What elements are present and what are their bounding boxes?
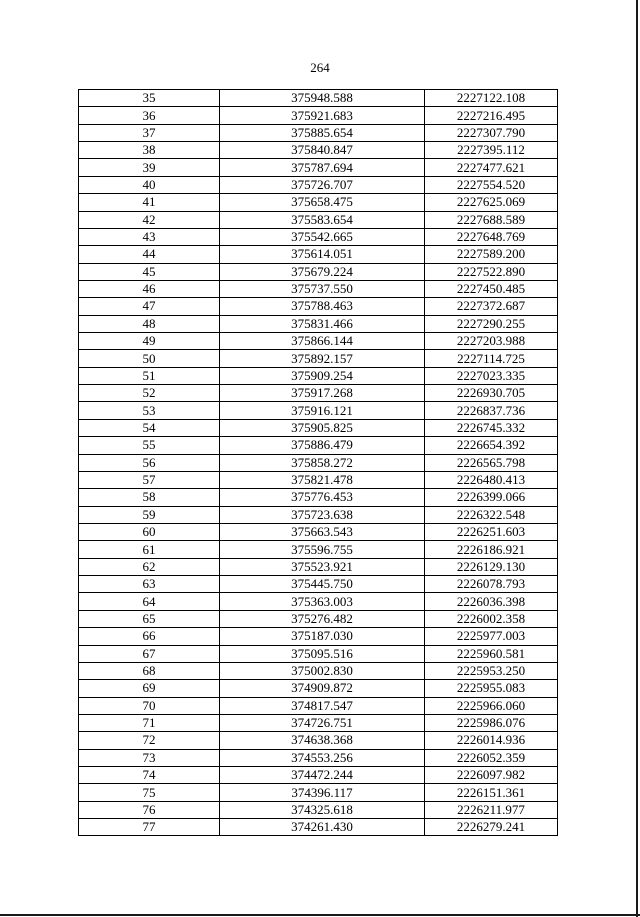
point-number-cell: 47: [79, 298, 220, 315]
point-number-cell: 75: [79, 784, 220, 801]
y-coordinate-cell: 2226251.603: [425, 523, 558, 540]
y-coordinate-cell: 2226211.977: [425, 801, 558, 818]
y-coordinate-cell: 2227589.200: [425, 246, 558, 263]
point-number-cell: 38: [79, 142, 220, 159]
point-number-cell: 48: [79, 315, 220, 332]
x-coordinate-cell: 375363.003: [220, 593, 425, 610]
table-row: [79, 610, 558, 627]
x-coordinate-cell: 375886.479: [220, 437, 425, 454]
y-coordinate-cell: 2226151.361: [425, 784, 558, 801]
y-coordinate-cell: 2227522.890: [425, 263, 558, 280]
y-coordinate-cell: 2226745.332: [425, 419, 558, 436]
y-coordinate-cell: 2226014.936: [425, 732, 558, 749]
y-coordinate-cell: 2225960.581: [425, 645, 558, 662]
point-number-cell: 36: [79, 107, 220, 124]
x-coordinate-cell: 374472.244: [220, 767, 425, 784]
point-number-cell: 71: [79, 714, 220, 731]
x-coordinate-cell: 374396.117: [220, 784, 425, 801]
table-row: [79, 159, 558, 176]
x-coordinate-cell: 375583.654: [220, 211, 425, 228]
table-row: [79, 558, 558, 575]
point-number-cell: 54: [79, 419, 220, 436]
point-number-cell: 74: [79, 767, 220, 784]
table-row: [79, 628, 558, 645]
point-number-cell: 70: [79, 697, 220, 714]
y-coordinate-cell: 2226399.066: [425, 489, 558, 506]
y-coordinate-cell: 2227554.520: [425, 176, 558, 193]
y-coordinate-cell: 2227372.687: [425, 298, 558, 315]
y-coordinate-cell: 2226186.921: [425, 541, 558, 558]
point-number-cell: 67: [79, 645, 220, 662]
y-coordinate-cell: 2226129.130: [425, 558, 558, 575]
x-coordinate-cell: 375663.543: [220, 523, 425, 540]
y-coordinate-cell: 2227114.725: [425, 350, 558, 367]
table-row: [79, 819, 558, 836]
y-coordinate-cell: 2225977.003: [425, 628, 558, 645]
x-coordinate-cell: 375542.665: [220, 228, 425, 245]
x-coordinate-cell: 375737.550: [220, 280, 425, 297]
x-coordinate-cell: 375658.475: [220, 194, 425, 211]
table-row: [79, 523, 558, 540]
x-coordinate-cell: 375916.121: [220, 402, 425, 419]
table-row: [79, 437, 558, 454]
y-coordinate-cell: 2225953.250: [425, 662, 558, 679]
x-coordinate-cell: 375909.254: [220, 367, 425, 384]
x-coordinate-cell: 375614.051: [220, 246, 425, 263]
table-row: [79, 350, 558, 367]
y-coordinate-cell: 2226052.359: [425, 749, 558, 766]
y-coordinate-cell: 2227290.255: [425, 315, 558, 332]
point-number-cell: 46: [79, 280, 220, 297]
table-row: [79, 767, 558, 784]
x-coordinate-cell: 375866.144: [220, 333, 425, 350]
x-coordinate-cell: 375776.453: [220, 489, 425, 506]
y-coordinate-cell: 2227307.790: [425, 124, 558, 141]
table-row: [79, 124, 558, 141]
y-coordinate-cell: 2227023.335: [425, 367, 558, 384]
table-row: [79, 246, 558, 263]
x-coordinate-cell: 375788.463: [220, 298, 425, 315]
point-number-cell: 39: [79, 159, 220, 176]
table-row: [79, 419, 558, 436]
table-row: [79, 107, 558, 124]
point-number-cell: 41: [79, 194, 220, 211]
table-row: [79, 280, 558, 297]
point-number-cell: 63: [79, 576, 220, 593]
x-coordinate-cell: 374909.872: [220, 680, 425, 697]
x-coordinate-cell: 374261.430: [220, 819, 425, 836]
table-row: [79, 784, 558, 801]
point-number-cell: 40: [79, 176, 220, 193]
point-number-cell: 43: [79, 228, 220, 245]
point-number-cell: 65: [79, 610, 220, 627]
y-coordinate-cell: 2226002.358: [425, 610, 558, 627]
x-coordinate-cell: 374817.547: [220, 697, 425, 714]
table-row: [79, 367, 558, 384]
x-coordinate-cell: 374553.256: [220, 749, 425, 766]
point-number-cell: 69: [79, 680, 220, 697]
table-row: [79, 454, 558, 471]
table-row: [79, 315, 558, 332]
x-coordinate-cell: 375679.224: [220, 263, 425, 280]
point-number-cell: 35: [79, 90, 220, 107]
y-coordinate-cell: 2226322.548: [425, 506, 558, 523]
point-number-cell: 53: [79, 402, 220, 419]
point-number-cell: 56: [79, 454, 220, 471]
x-coordinate-cell: 375095.516: [220, 645, 425, 662]
x-coordinate-cell: 375187.030: [220, 628, 425, 645]
point-number-cell: 51: [79, 367, 220, 384]
point-number-cell: 77: [79, 819, 220, 836]
y-coordinate-cell: 2227688.589: [425, 211, 558, 228]
point-number-cell: 59: [79, 506, 220, 523]
y-coordinate-cell: 2226930.705: [425, 385, 558, 402]
point-number-cell: 76: [79, 801, 220, 818]
x-coordinate-cell: 375892.157: [220, 350, 425, 367]
x-coordinate-cell: 375002.830: [220, 662, 425, 679]
table-row: [79, 801, 558, 818]
x-coordinate-cell: 374325.618: [220, 801, 425, 818]
table-row: [79, 662, 558, 679]
table-row: [79, 645, 558, 662]
table-row: [79, 732, 558, 749]
x-coordinate-cell: 375921.683: [220, 107, 425, 124]
y-coordinate-cell: 2225986.076: [425, 714, 558, 731]
point-number-cell: 37: [79, 124, 220, 141]
x-coordinate-cell: 375723.638: [220, 506, 425, 523]
point-number-cell: 66: [79, 628, 220, 645]
y-coordinate-cell: 2227122.108: [425, 90, 558, 107]
y-coordinate-cell: 2226837.736: [425, 402, 558, 419]
x-coordinate-cell: 375523.921: [220, 558, 425, 575]
x-coordinate-cell: 375726.707: [220, 176, 425, 193]
table-row: [79, 576, 558, 593]
point-number-cell: 64: [79, 593, 220, 610]
table-row: [79, 194, 558, 211]
x-coordinate-cell: 374638.368: [220, 732, 425, 749]
table-row: [79, 541, 558, 558]
page-number: 264: [310, 60, 330, 75]
y-coordinate-cell: 2227625.069: [425, 194, 558, 211]
y-coordinate-cell: 2226097.982: [425, 767, 558, 784]
point-number-cell: 68: [79, 662, 220, 679]
x-coordinate-cell: 375905.825: [220, 419, 425, 436]
table-row: [79, 298, 558, 315]
table-row: [79, 680, 558, 697]
y-coordinate-cell: 2225966.060: [425, 697, 558, 714]
y-coordinate-cell: 2225955.083: [425, 680, 558, 697]
table-row: [79, 90, 558, 107]
coordinates-table: [78, 89, 558, 836]
x-coordinate-cell: 375885.654: [220, 124, 425, 141]
y-coordinate-cell: 2227203.988: [425, 333, 558, 350]
point-number-cell: 72: [79, 732, 220, 749]
x-coordinate-cell: 375821.478: [220, 471, 425, 488]
table-row: [79, 593, 558, 610]
point-number-cell: 60: [79, 523, 220, 540]
point-number-cell: 58: [79, 489, 220, 506]
x-coordinate-cell: 375840.847: [220, 142, 425, 159]
page-edge-right: [636, 0, 638, 917]
table-row: [79, 333, 558, 350]
x-coordinate-cell: 375596.755: [220, 541, 425, 558]
point-number-cell: 73: [79, 749, 220, 766]
point-number-cell: 44: [79, 246, 220, 263]
table-row: [79, 402, 558, 419]
table-row: [79, 506, 558, 523]
y-coordinate-cell: 2226279.241: [425, 819, 558, 836]
x-coordinate-cell: 375445.750: [220, 576, 425, 593]
table-row: [79, 263, 558, 280]
y-coordinate-cell: 2227477.621: [425, 159, 558, 176]
x-coordinate-cell: 375831.466: [220, 315, 425, 332]
x-coordinate-cell: 375276.482: [220, 610, 425, 627]
y-coordinate-cell: 2227450.485: [425, 280, 558, 297]
table-row: [79, 714, 558, 731]
table-row: [79, 749, 558, 766]
point-number-cell: 45: [79, 263, 220, 280]
table-row: [79, 176, 558, 193]
page-edge-bottom: [0, 914, 640, 916]
point-number-cell: 57: [79, 471, 220, 488]
y-coordinate-cell: 2226654.392: [425, 437, 558, 454]
point-number-cell: 49: [79, 333, 220, 350]
point-number-cell: 61: [79, 541, 220, 558]
table-row: [79, 471, 558, 488]
y-coordinate-cell: 2226480.413: [425, 471, 558, 488]
y-coordinate-cell: 2227395.112: [425, 142, 558, 159]
point-number-cell: 52: [79, 385, 220, 402]
y-coordinate-cell: 2226036.398: [425, 593, 558, 610]
point-number-cell: 55: [79, 437, 220, 454]
x-coordinate-cell: 374726.751: [220, 714, 425, 731]
x-coordinate-cell: 375948.588: [220, 90, 425, 107]
y-coordinate-cell: 2226078.793: [425, 576, 558, 593]
x-coordinate-cell: 375858.272: [220, 454, 425, 471]
coordinates-table-body: [79, 90, 558, 836]
table-row: [79, 489, 558, 506]
table-row: [79, 211, 558, 228]
point-number-cell: 62: [79, 558, 220, 575]
x-coordinate-cell: 375787.694: [220, 159, 425, 176]
table-row: [79, 142, 558, 159]
point-number-cell: 50: [79, 350, 220, 367]
point-number-cell: 42: [79, 211, 220, 228]
table-row: [79, 385, 558, 402]
table-row: [79, 228, 558, 245]
table-row: [79, 697, 558, 714]
y-coordinate-cell: 2227648.769: [425, 228, 558, 245]
x-coordinate-cell: 375917.268: [220, 385, 425, 402]
y-coordinate-cell: 2226565.798: [425, 454, 558, 471]
y-coordinate-cell: 2227216.495: [425, 107, 558, 124]
